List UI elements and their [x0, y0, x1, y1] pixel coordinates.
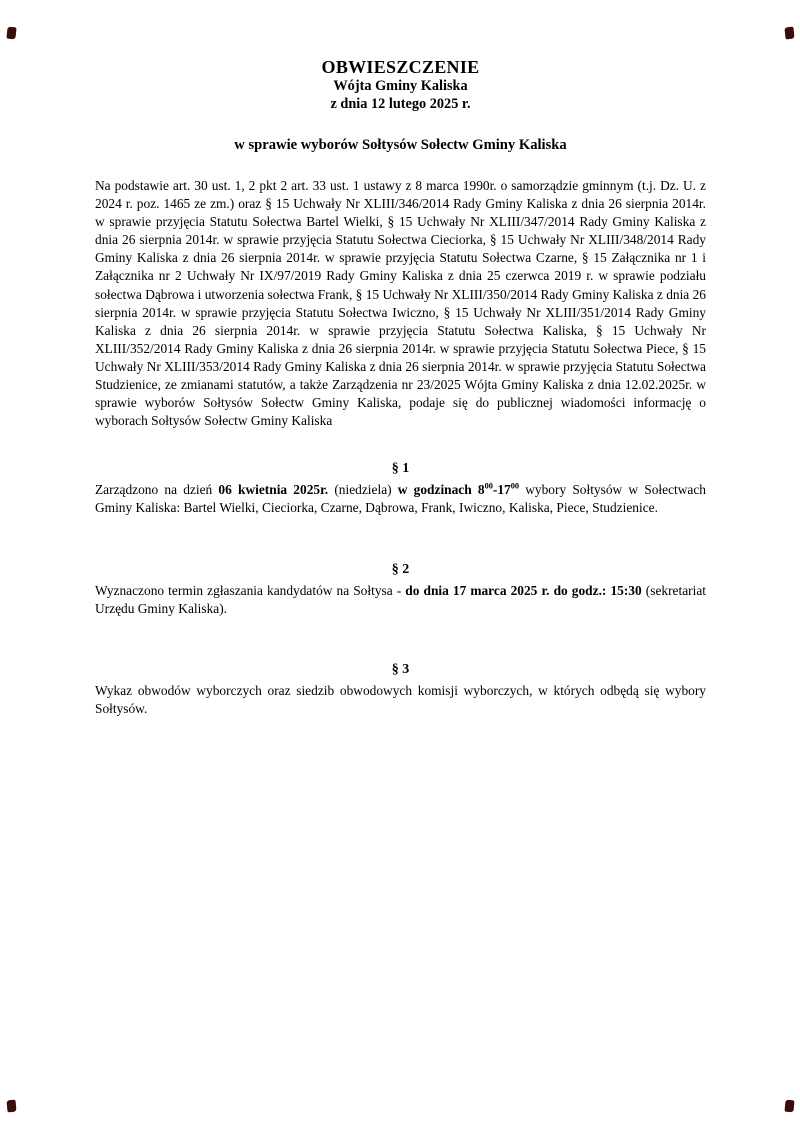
section-3-paragraph: Wykaz obwodów wyborczych oraz siedzib obwodowych komisji wyborczych, w których odbędą się wybory Sołtysów. [95, 682, 706, 716]
section-1 [95, 461, 706, 517]
document-title: OBWIESZCZENIE [321, 57, 480, 77]
corner-mark-top-left [6, 27, 16, 40]
section-3-heading: § 3 [391, 661, 410, 677]
section-2-heading: § 2 [391, 561, 410, 577]
corner-mark-bottom-left [6, 1100, 16, 1113]
section-2 [95, 562, 706, 618]
legal-basis-paragraph: Na podstawie art. 30 ust. 1, 2 pkt 2 art. 33 ust. 1 ustawy z 8 marca 1990r. o samorządzie gminnym (t.j. Dz. U. z 2024 r. poz. 1465 ze zm.) oraz § 15 Uchwały Nr XLIII/346/2014 Rady Gminy Kaliska z dnia 26 sierpnia 2014r. w sprawie przyjęcia Statutu Sołectwa Bartel Wielki, § 15 Uchwały Nr XLIII/347/2014 Rady Gminy Kaliska z dnia 26 sierpnia 2014r. w sprawie przyjęcia Statutu Sołectwa Cieciorka, § 15 Uchwały Nr XLIII/348/2014 Rady Gminy Kaliska z dnia 26 sierpnia 2014r. w sprawie przyjęcia Statutu Sołectwa Czarne, § 15 Załącznika nr 1 i Załącznika nr 2 Uchwały Nr IX/97/2019 Rady Gminy Kaliska z dnia 25 czerwca 2019 r. w sprawie podziału sołectwa Dąbrowa i utworzenia sołectwa Frank, § 15 Uchwały Nr XLIII/350/2014 Rady Gminy Kaliska z dnia 26 sierpnia 2014r. w sprawie przyjęcia Statutu Sołectwa Iwiczno, § 15 Uchwały Nr XLIII/351/2014 Rady Gminy Kaliska z dnia 26 sierpnia 2014r. w sprawie przyjęcia Statutu Sołectwa Kaliska, § 15 Uchwały Nr XLIII/352/2014 Rady Gminy Kaliska z dnia 26 sierpnia 2014r. w sprawie przyjęcia Statutu Sołectwa Piece, § 15 Uchwały Nr XLIII/353/2014 Rady Gminy Kaliska z dnia 26 sierpnia 2014r. w sprawie przyjęcia Statutu Sołectwa Studzienice, ze zmianami statutów, a także Zarządzenia nr 23/2025 Wójta Gminy Kaliska z dnia 12.02.2025r. w sprawie wyborów Sołtysów Sołectw Gminy Kaliska, podaje się do publicznej wiadomości informację o wyborach Sołtysów Sołectw Gminy Kaliska [95, 178, 706, 429]
document-author: Wójta Gminy Kaliska [333, 78, 468, 94]
section-1-heading: § 1 [391, 461, 410, 477]
corner-mark-bottom-right [784, 1100, 794, 1113]
document-date: z dnia 12 lutego 2025 r. [330, 95, 471, 112]
section-3 [95, 662, 706, 718]
document-subject: w sprawie wyborów Sołtysów Sołectw Gminy Kaliska [234, 137, 567, 153]
corner-mark-top-right [784, 27, 794, 40]
section-2-paragraph: Wyznaczono termin zgłaszania kandydatów na Sołtysa - do dnia 17 marca 2025 r. do godz.: 15:30 (sekretariat Urzędu Gminy Kaliska). [95, 582, 706, 616]
section-1-paragraph: Zarządzono na dzień 06 kwietnia 2025r. (niedziela) w godzinach $8^{00}-17^{00}$ wybory Sołtysów w Sołectwach Gminy Kaliska: Bartel Wielki, Cieciorka, Czarne, Dąbrowa, Frank, Iwiczno, Kaliska, Piece, Studzienice. [95, 481, 706, 516]
